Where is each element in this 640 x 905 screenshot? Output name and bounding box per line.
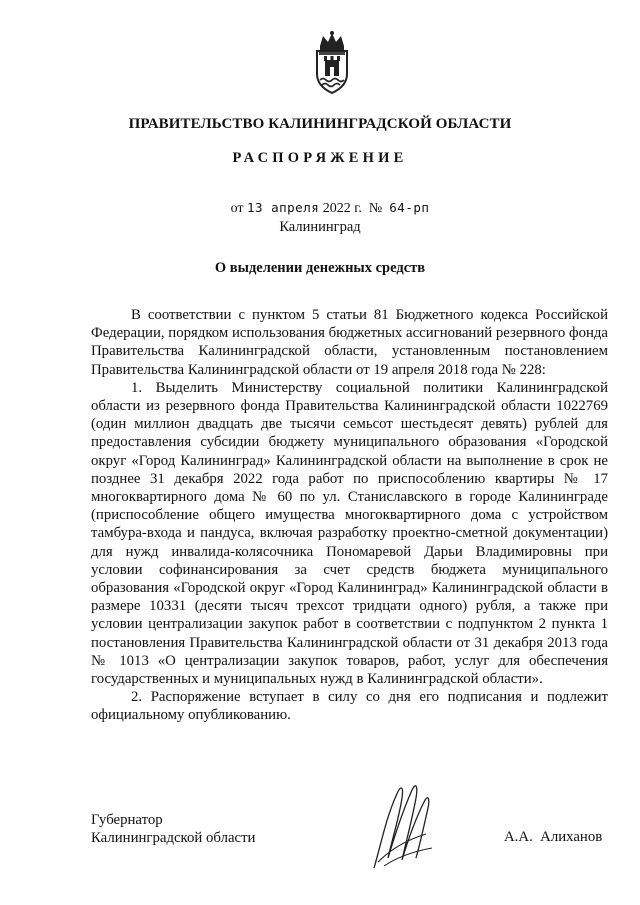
document-subject: О выделении денежных средств — [214, 260, 426, 276]
signatory-title — [91, 811, 255, 847]
clause-2-paragraph: 2. Распоряжение вступает в силу со дня его подписания и подлежит официальному опубликованию. — [91, 689, 608, 724]
date-prefix: от — [230, 201, 244, 216]
number-sign: № — [368, 201, 383, 216]
coat-of-arms-emblem-icon — [311, 30, 353, 96]
document-type-title: РАСПОРЯЖЕНИЕ — [232, 150, 408, 166]
document-number: 64-рп — [389, 200, 430, 215]
document-date: 13 апреля — [247, 200, 320, 215]
document-body — [91, 306, 608, 725]
signatory-title-line1: Губернатор — [91, 812, 163, 828]
organization-title: ПРАВИТЕЛЬСТВО КАЛИНИНГРАДСКОЙ ОБЛАСТИ — [128, 116, 512, 132]
date-line — [200, 200, 460, 217]
handwritten-signature-icon — [366, 778, 442, 872]
preamble-paragraph: В соответствии с пунктом 5 статьи 81 Бюджетного кодекса Российской Федерации, порядком использования бюджетных ассигнований резервного фонда Правительства Калининградской области, установленным постановлением Правительства Калининградской области от 19 апреля 2018 года № 228: — [91, 307, 608, 378]
clause-1-paragraph: 1. Выделить Министерству социальной политики Калининградской области из резервного фонда Правительства Калининградской области 1022769 (один миллион двадцать две тысячи семьсот шестьдесят девять) рублей для предоставления субсидии бюджету муниципального образования «Городской округ «Город Калининград» Калининградской области на выполнение в срок не позднее 31 декабря 2022 года работ по приспособлению квартиры № 17 многоквартирного дома № 60 по ул. Станиславского в городе Калининграде (приспособление общего имущества многоквартирного дома с устройством тамбура-входа и пандуса, включая разработку проектно-сметной документации) для нужд инвалида-колясочника Пономаревой Дарьи Владимировны при условии софинансирования за счет средств бюджета муниципального образования «Городской округ «Город Калининград» Калининградской области в размере 10331 (десяти тысяч трехсот тридцати одного) рубля, а также при условии централизации закупок работ в соответствии с подпунктом 2 пункта 1 постановления Правительства Калининградской области от 31 декабря 2013 года № 1013 «О централизации закупок товаров, работ, услуг для обеспечения государственных и муниципальных нужд в Калининградской области». — [91, 379, 608, 688]
signatory-title-line2: Калининградской области — [91, 830, 256, 846]
signatory-name: А.А. Алиханов — [504, 829, 603, 845]
document-year: 2022 г. — [322, 201, 362, 216]
city: Калининград — [279, 219, 361, 235]
